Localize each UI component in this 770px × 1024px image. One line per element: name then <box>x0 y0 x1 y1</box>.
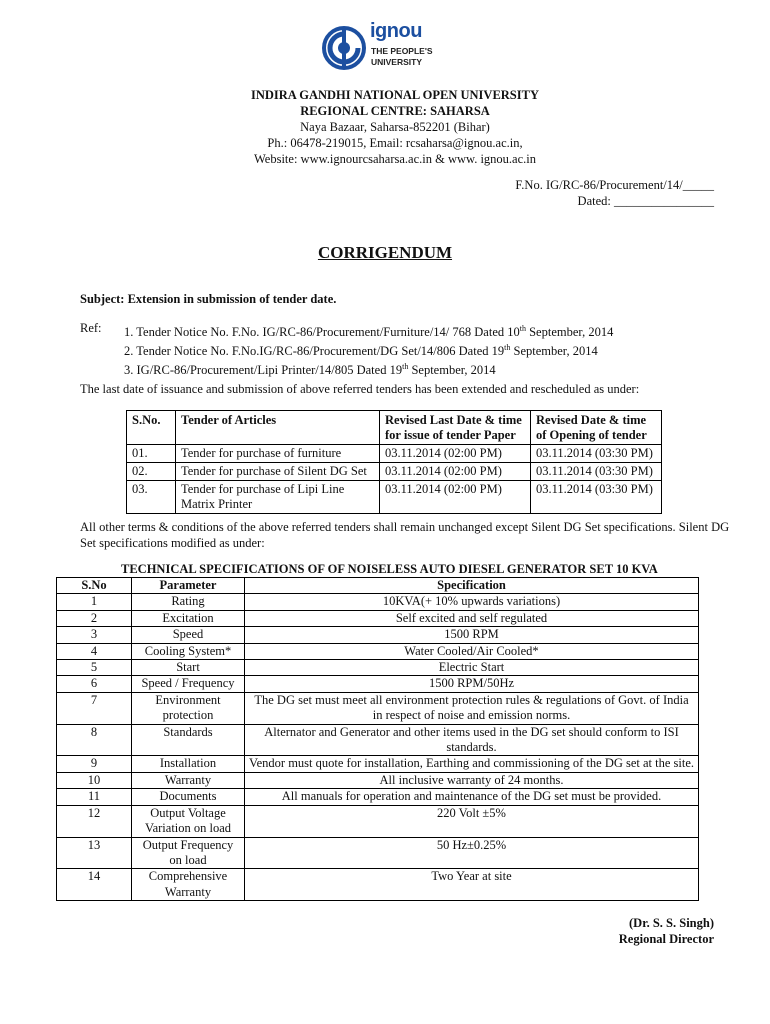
table-cell: 03.11.2014 (02:00 PM) <box>380 481 531 514</box>
ignou-emblem-icon <box>322 26 366 70</box>
table-cell: 03.11.2014 (03:30 PM) <box>531 481 662 514</box>
university-name: INDIRA GANDHI NATIONAL OPEN UNIVERSITY <box>250 88 539 102</box>
table-cell: 13 <box>57 837 132 869</box>
table-cell: Cooling System* <box>132 643 245 659</box>
signature-block <box>619 915 714 947</box>
table-cell: Environment protection <box>132 692 245 724</box>
letterhead <box>200 87 590 167</box>
table-cell: 4 <box>57 643 132 659</box>
table-cell: Speed / Frequency <box>132 676 245 692</box>
table-cell: 02. <box>127 463 176 481</box>
table-cell: 03. <box>127 481 176 514</box>
table-cell: 3 <box>57 627 132 643</box>
table-row <box>127 445 662 463</box>
table-cell: Alternator and Generator and other items used in the DG set should conform to ISI standards. <box>245 724 699 756</box>
tender-schedule-table <box>126 410 662 514</box>
table-cell: Installation <box>132 756 245 772</box>
website-line: Website: www.ignourcsaharsa.ac.in & www. ignou.ac.in <box>253 152 537 166</box>
table-row <box>57 837 699 869</box>
file-reference <box>515 177 714 209</box>
table-cell: 10 <box>57 772 132 788</box>
table-row <box>127 463 662 481</box>
table-cell: 7 <box>57 692 132 724</box>
table-cell: Rating <box>132 594 245 610</box>
logo-wordmark: ignou <box>370 20 422 42</box>
table-row <box>57 594 699 610</box>
table-cell: Tender for purchase of Lipi Line Matrix Printer <box>176 481 380 514</box>
logo-tagline-2: UNIVERSITY <box>371 57 423 67</box>
table-cell: 03.11.2014 (02:00 PM) <box>380 445 531 463</box>
table-cell: All manuals for operation and maintenance of the DG set must be provided. <box>245 789 699 805</box>
table-row <box>57 724 699 756</box>
contact-line: Ph.: 06478-219015, Email: rcsaharsa@ignou.ac.in, <box>267 136 523 150</box>
table-cell: Vendor must quote for installation, Earthing and commissioning of the DG set at the site. <box>245 756 699 772</box>
table-cell: 12 <box>57 805 132 837</box>
table-cell: 1 <box>57 594 132 610</box>
table-row <box>127 481 662 514</box>
table-cell: Output Voltage Variation on load <box>132 805 245 837</box>
table-cell: 9 <box>57 756 132 772</box>
logo-tagline-1: THE PEOPLE'S <box>371 46 433 56</box>
table-cell: Comprehensive Warranty <box>132 869 245 901</box>
subject-line: Subject: Extension in submission of tender date. <box>80 292 337 306</box>
reference-list <box>124 321 613 378</box>
table-row <box>57 610 699 626</box>
header-specification: Specification <box>245 578 699 594</box>
table-cell: 01. <box>127 445 176 463</box>
terms-paragraph: All other terms & conditions of the above referred tenders shall remain unchanged except Silent DG Set specifications. Silent DG Set specifications modified as under: <box>80 520 730 550</box>
table-cell: Standards <box>132 724 245 756</box>
table-row <box>57 869 699 901</box>
table-cell: Electric Start <box>245 660 699 676</box>
table-cell: Warranty <box>132 772 245 788</box>
table-cell: 2 <box>57 610 132 626</box>
address-line: Naya Bazaar, Saharsa-852201 (Bihar) <box>300 120 490 134</box>
table-cell: 14 <box>57 869 132 901</box>
signatory-name: (Dr. S. S. Singh) <box>629 916 714 930</box>
table-cell: Documents <box>132 789 245 805</box>
table-cell: All inclusive warranty of 24 months. <box>245 772 699 788</box>
table-row <box>57 676 699 692</box>
table-cell: Two Year at site <box>245 869 699 901</box>
table-cell: Tender for purchase of Silent DG Set <box>176 463 380 481</box>
table-cell: Water Cooled/Air Cooled* <box>245 643 699 659</box>
table-cell: 03.11.2014 (02:00 PM) <box>380 463 531 481</box>
table-header-row <box>127 411 662 445</box>
table-cell: 03.11.2014 (03:30 PM) <box>531 463 662 481</box>
table-cell: Excitation <box>132 610 245 626</box>
table-cell: Tender for purchase of furniture <box>176 445 380 463</box>
header-sno: S.No. <box>127 411 176 445</box>
regional-centre: REGIONAL CENTRE: SAHARSA <box>300 104 490 118</box>
table-row <box>57 660 699 676</box>
table-row <box>57 805 699 837</box>
intro-paragraph: The last date of issuance and submission of above referred tenders has been extended and rescheduled as under: <box>80 382 640 396</box>
table-cell: 1500 RPM <box>245 627 699 643</box>
table-row <box>57 789 699 805</box>
reference-item: 2. Tender Notice No. F.No.IG/RC-86/Procurement/DG Set/14/806 Dated 19th September, 2014 <box>124 343 598 359</box>
ref-label: Ref: <box>80 321 102 335</box>
table-row <box>57 756 699 772</box>
table-cell: 6 <box>57 676 132 692</box>
table-row <box>57 692 699 724</box>
table-cell: The DG set must meet all environment protection rules & regulations of Govt. of India in respect of noise and emission norms. <box>245 692 699 724</box>
table-cell: 220 Volt ±5% <box>245 805 699 837</box>
table-cell: Output Frequency on load <box>132 837 245 869</box>
table-cell: Self excited and self regulated <box>245 610 699 626</box>
table-cell: 8 <box>57 724 132 756</box>
table-cell: 1500 RPM/50Hz <box>245 676 699 692</box>
reference-item: 1. Tender Notice No. F.No. IG/RC-86/Procurement/Furniture/14/ 768 Dated 10th September, 2014 <box>124 324 614 340</box>
table-row <box>57 643 699 659</box>
table-cell: Speed <box>132 627 245 643</box>
table-cell: 03.11.2014 (03:30 PM) <box>531 445 662 463</box>
table-cell: Start <box>132 660 245 676</box>
table-cell: 10KVA(+ 10% upwards variations) <box>245 594 699 610</box>
dated-field: Dated: ________________ <box>577 194 714 208</box>
ignou-logo <box>322 22 442 72</box>
table-cell: 50 Hz±0.25% <box>245 837 699 869</box>
header-articles: Tender of Articles <box>176 411 380 445</box>
header-parameter: Parameter <box>132 578 245 594</box>
document-title: CORRIGENDUM <box>317 243 453 262</box>
header-sno: S.No <box>57 578 132 594</box>
technical-spec-table <box>56 577 699 901</box>
table-cell: 5 <box>57 660 132 676</box>
signatory-designation: Regional Director <box>618 932 714 946</box>
spec-table-title: TECHNICAL SPECIFICATIONS OF OF NOISELESS AUTO DIESEL GENERATOR SET 10 KVA <box>121 562 658 576</box>
table-row <box>57 627 699 643</box>
header-last-date: Revised Last Date & time for issue of tender Paper <box>380 411 531 445</box>
table-row <box>57 772 699 788</box>
header-opening-date: Revised Date & time of Opening of tender <box>531 411 662 445</box>
file-number: F.No. IG/RC-86/Procurement/14/_____ <box>515 178 714 192</box>
table-header-row <box>57 578 699 594</box>
reference-item: 3. IG/RC-86/Procurement/Lipi Printer/14/805 Dated 19th September, 2014 <box>124 362 496 378</box>
table-cell: 11 <box>57 789 132 805</box>
